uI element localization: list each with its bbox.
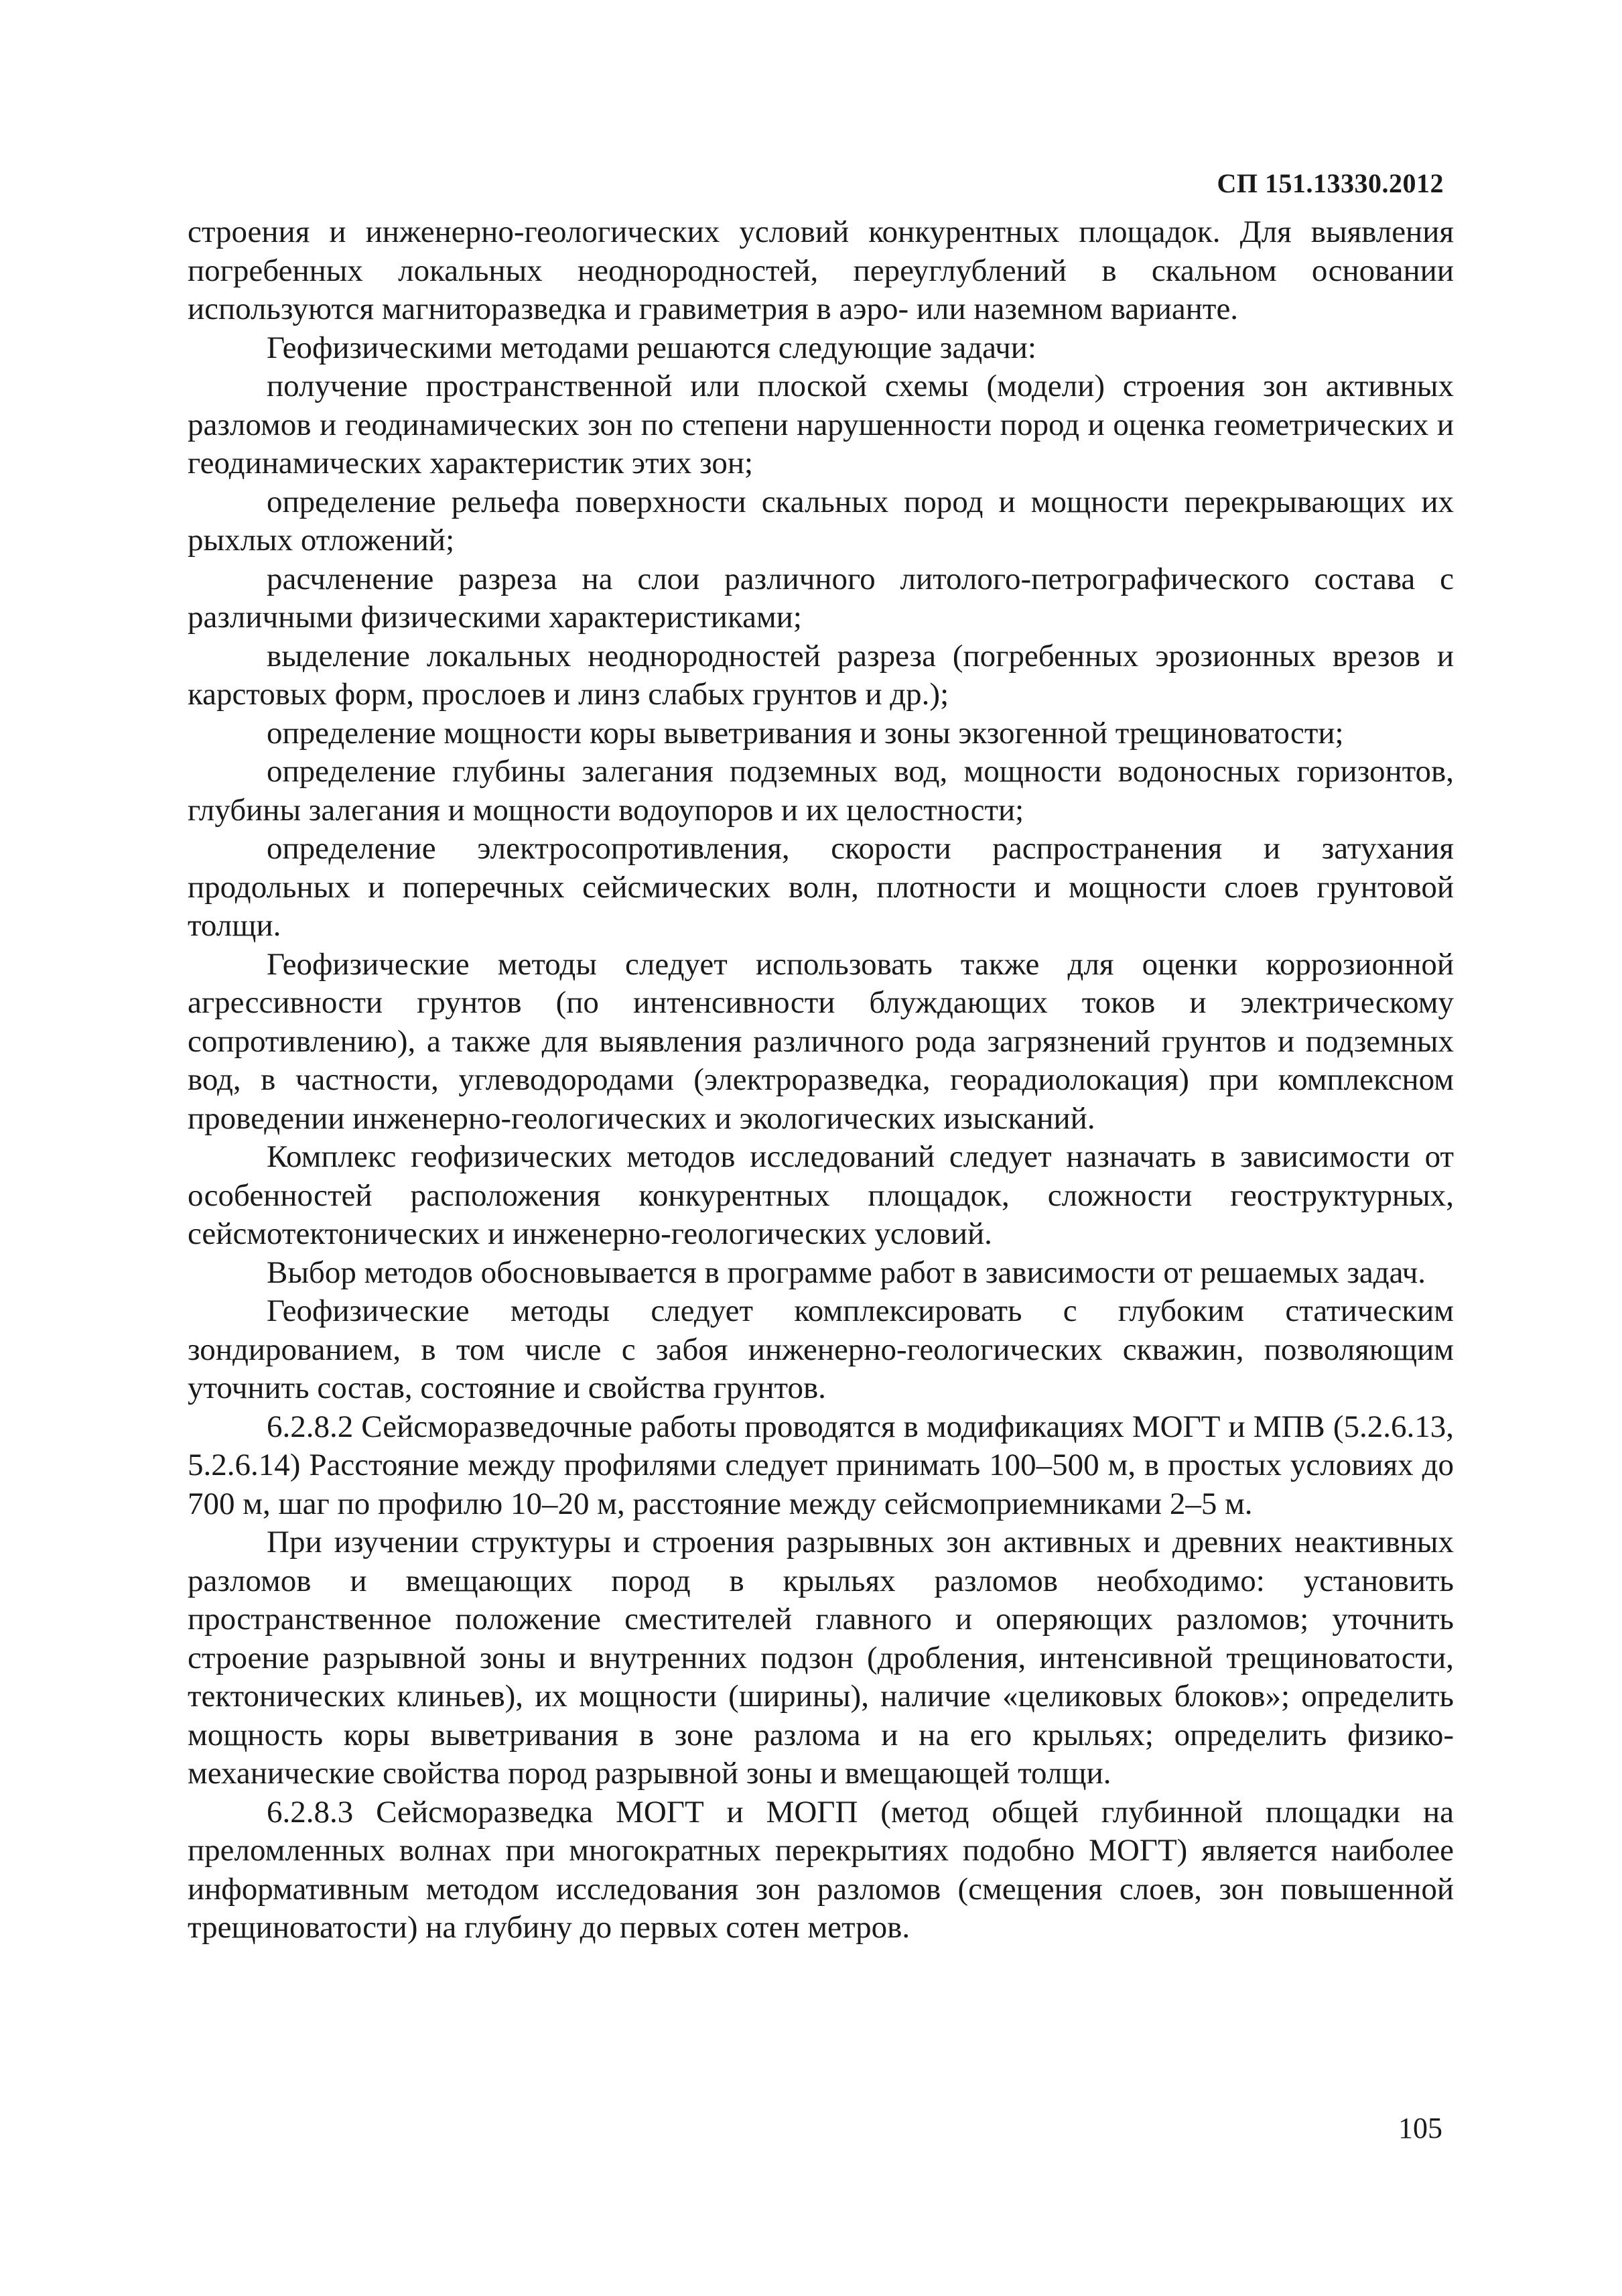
page-number: 105 [1398,2112,1442,2145]
paragraph: При изучении структуры и строения разрывных зон активных и древних неактивных разломов и вмещающих пород в крыльях разломов необходимо: установить пространственное положение сместителей главного и оперяющих разломов; уточнить строение разрывной зоны и внутренних подзон (дробления, интенсивной трещиноватости, тектонических клиньев), их мощности (ширины), наличие «целиковых блоков»; определить мощность коры выветривания в зоне разлома и на его крыльях; определить физико-механические свойства пород разрывной зоны и вмещающей толщи. [188,1525,1454,1791]
document-body [188,213,1454,1948]
paragraph: Комплекс геофизических методов исследований следует назначать в зависимости от особенностей расположения конкурентных площадок, сложности геоструктурных, сейсмотектонических и инженерно-геологических условий. [188,1139,1454,1251]
paragraph-task-item: получение пространственной или плоской схемы (модели) строения зон активных разломов и геодинамических зон по степени нарушенности пород и оценка геометрических и геодинамических характеристик этих зон; [188,369,1454,481]
paragraph: Геофизические методы следует комплексировать с глубоким статическим зондированием, в том числе с забоя инженерно-геологических скважин, позволяющим уточнить состав, состояние и свойства грунтов. [188,1293,1454,1405]
document-code-header: СП 151.13330.2012 [1217,168,1444,198]
paragraph-tasks-intro: Геофизическими методами решаются следующие задачи: [267,330,1036,365]
paragraph-task-item: определение рельефа поверхности скальных пород и мощности перекрывающих их рыхлых отложений; [188,484,1454,558]
paragraph-task-item: определение глубины залегания подземных вод, мощности водоносных горизонтов, глубины залегания и мощности водоупоров и их целостности; [188,754,1454,828]
paragraph-task-item: выделение локальных неоднородностей разреза (погребенных эрозионных врезов и карстовых форм, прослоев и линз слабых грунтов и др.); [188,638,1454,712]
paragraph-task-item: расчленение разреза на слои различного литолого-петрографического состава с различными физическими характеристиками; [188,561,1454,635]
paragraph: Выбор методов обосновывается в программе работ в зависимости от решаемых задач. [267,1255,1426,1290]
paragraph-section-6-2-8-3: 6.2.8.3 Сейсморазведка МОГТ и МОГП (метод общей глубинной площадки на преломленных волнах при многократных перекрытиях подобно МОГТ) является наиболее информативным методом исследования зон разломов (смещения слоев, зон повышенной трещиноватости) на глубину до первых сотен метров. [188,1794,1454,1945]
paragraph-section-6-2-8-2: 6.2.8.2 Сейсморазведочные работы проводятся в модификациях МОГТ и МПВ (5.2.6.13, 5.2.6.14) Расстояние между профилями следует принимать 100–500 м, в простых условиях до 700 м, шаг по профилю 10–20 м, расстояние между сейсмоприемниками 2–5 м. [188,1409,1454,1521]
paragraph-task-item: определение мощности коры выветривания и зоны экзогенной трещиноватости; [267,715,1344,751]
paragraph: Геофизические методы следует использовать также для оценки коррозионной агрессивности грунтов (по интенсивности блуждающих токов и электрическому сопротивлению), а также для выявления различного рода загрязнений грунтов и подземных вод, в частности, углеводородами (электроразведка, георадиолокация) при комплексном проведении инженерно-геологических и экологических изысканий. [188,946,1454,1136]
paragraph-continuation: строения и инженерно-геологических условий конкурентных площадок. Для выявления погребенных локальных неоднородностей, переуглублений в скальном основании используются магниторазведка и гравиметрия в аэро- или наземном варианте. [188,214,1454,326]
paragraph-task-item: определение электросопротивления, скорости распространения и затухания продольных и поперечных сейсмических волн, плотности и мощности слоев грунтовой толщи. [188,831,1454,943]
